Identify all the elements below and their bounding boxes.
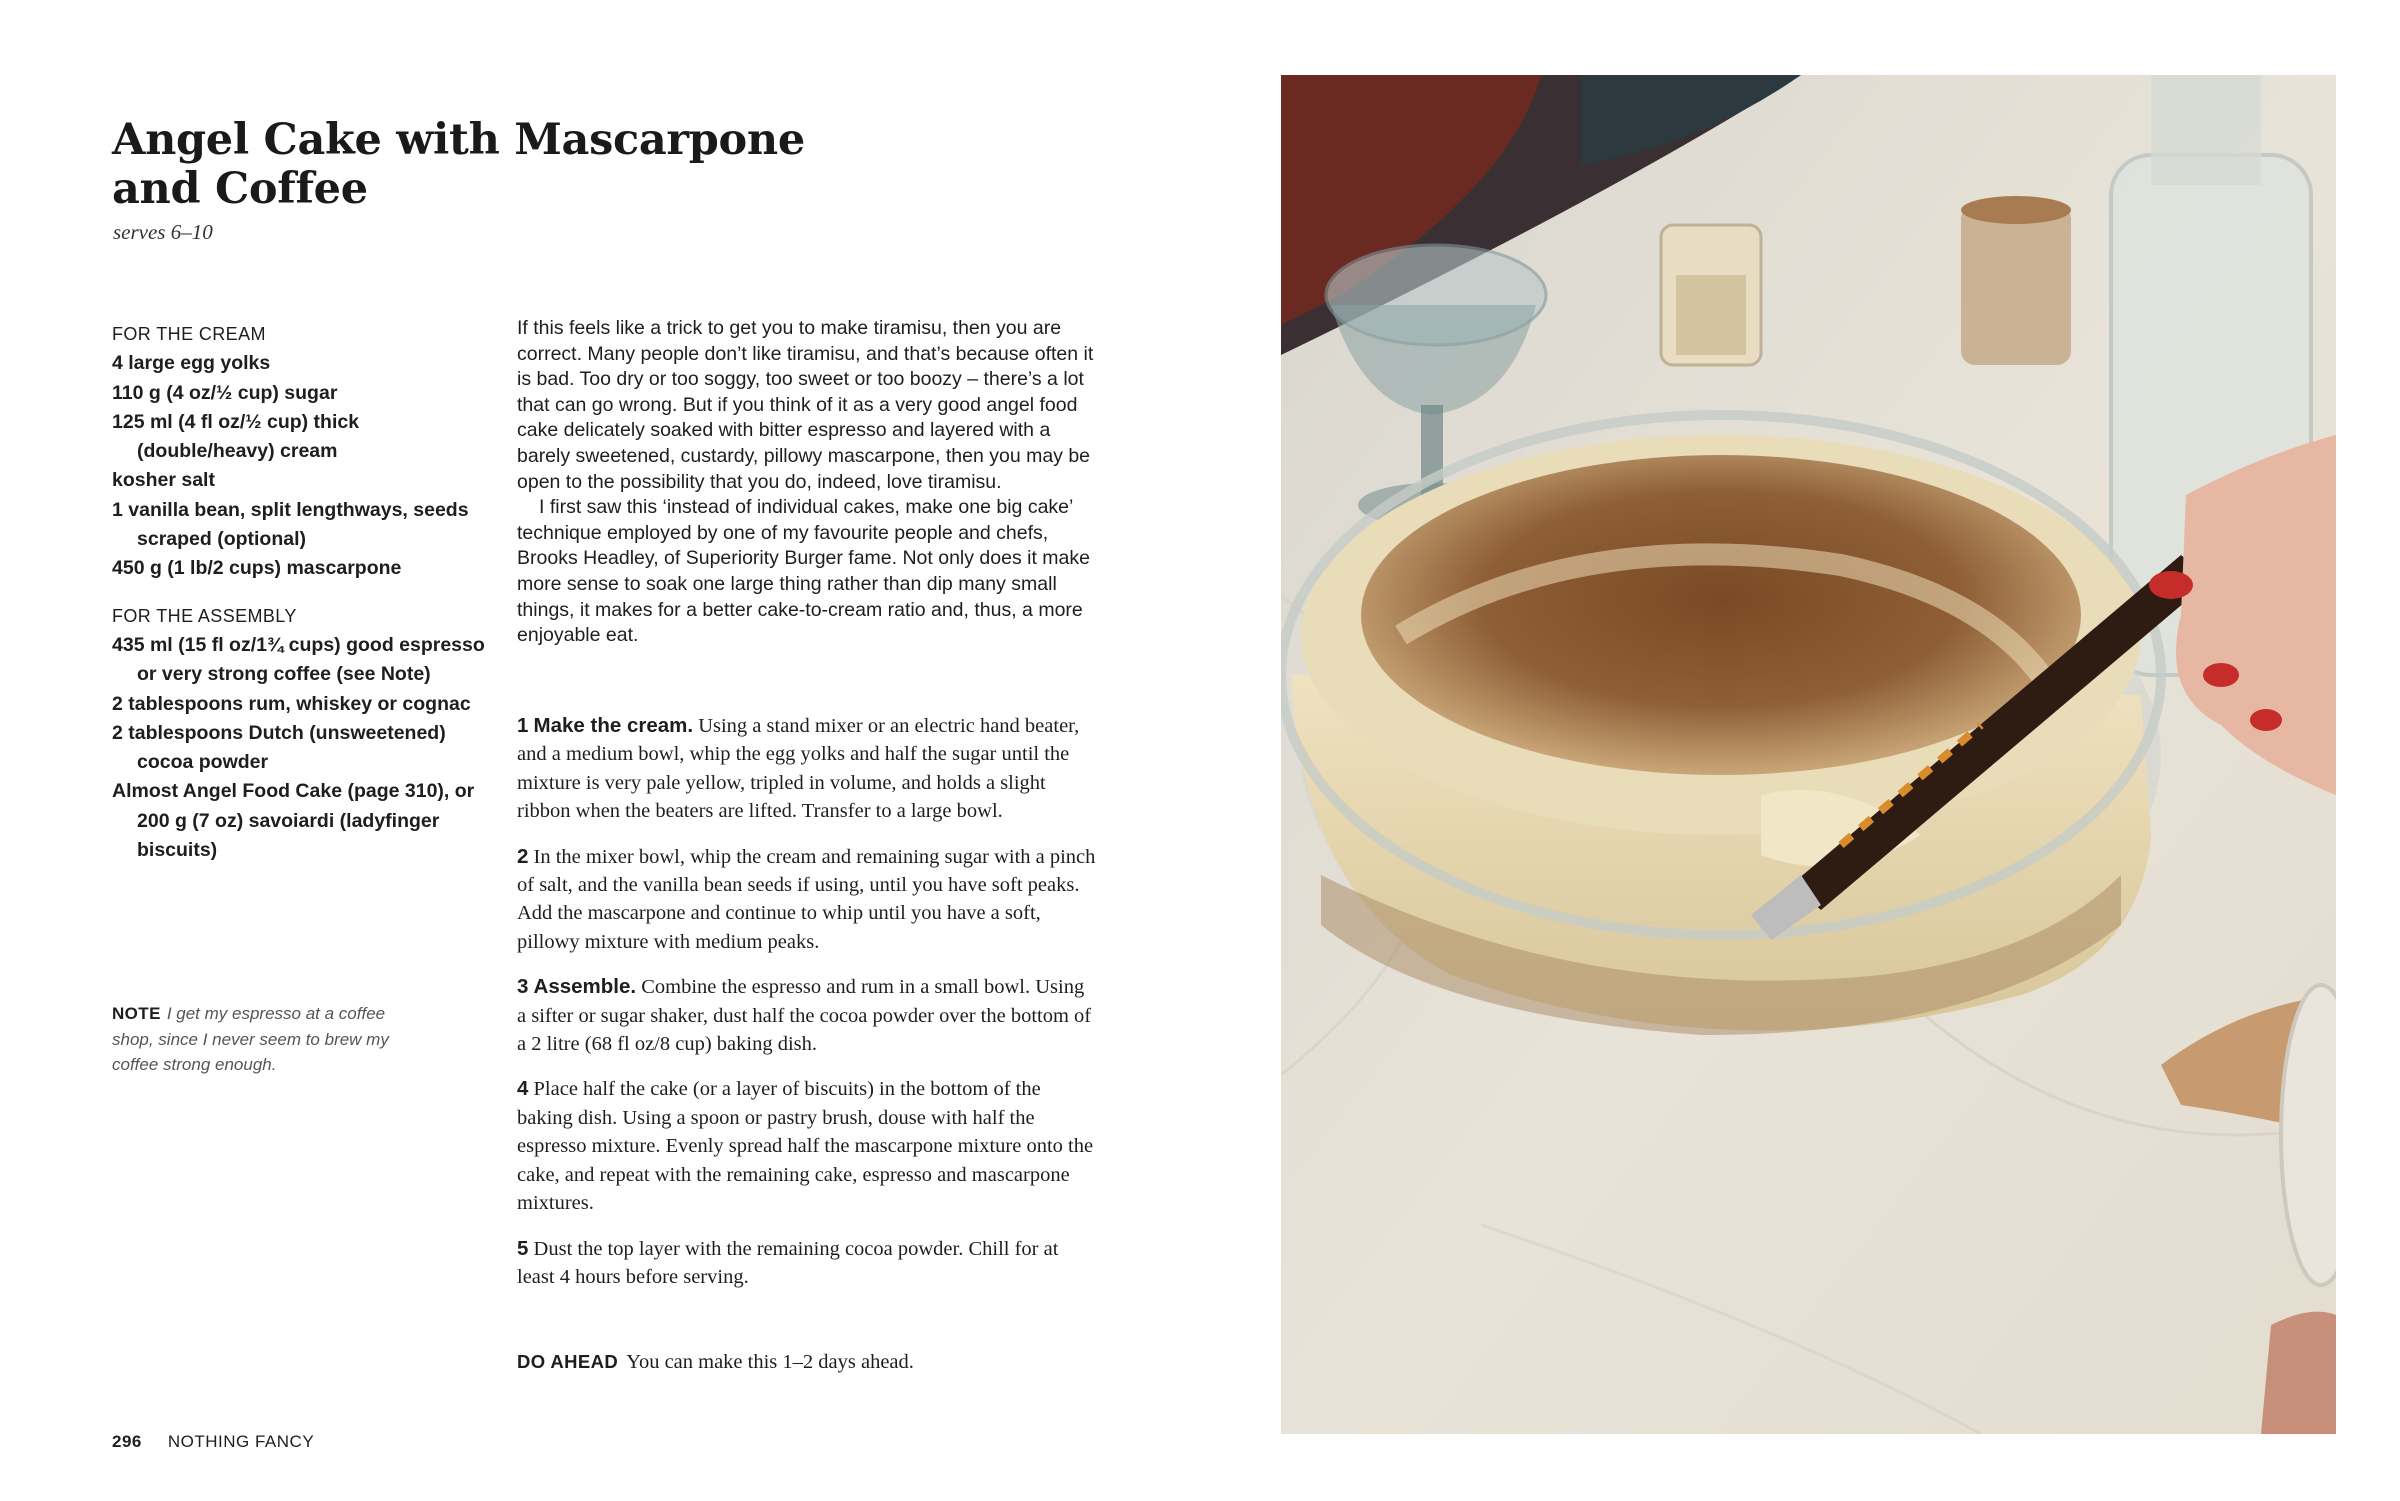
- recipe-title: Angel Cake with Mascarpone and Coffee: [112, 115, 805, 214]
- step-text: Combine the espresso and rum in a small bowl. Using a sifter or sugar shaker, dust half the cocoa powder over the bottom of a 2 litre (68 fl oz/8 cup) baking dish.: [517, 976, 1092, 1056]
- do-ahead: [517, 1348, 1097, 1376]
- book-title: NOTHING FANCY: [167, 1432, 315, 1451]
- tiramisu-photo: [1281, 75, 2336, 1434]
- do-ahead-label: DO AHEAD: [517, 1351, 619, 1372]
- step-number: 5: [517, 1236, 529, 1260]
- step-lead: Assemble.: [533, 975, 637, 999]
- note-label: NOTE: [112, 1004, 161, 1023]
- note-box: [112, 1001, 392, 1078]
- step-2: [517, 843, 1097, 957]
- ingredient-item: 1 vanilla bean, split lengthways, seeds scraped (optional): [112, 498, 469, 551]
- ingredient-item: 2 tablespoons rum, whiskey or cognac: [112, 692, 471, 715]
- ingredient-item: 435 ml (15 fl oz/1¾ cups) good espresso or very strong coffee (see Note): [112, 633, 485, 686]
- intro-text: [517, 316, 1097, 649]
- ingredient-item: 2 tablespoons Dutch (unsweetened) cocoa powder: [112, 721, 446, 774]
- ingredient-item: Almost Angel Food Cake (page 310), or 200 g (7 oz) savoiardi (ladyfinger biscuits): [112, 780, 475, 862]
- ingredients-list: [112, 320, 492, 865]
- do-ahead-text: You can make this 1–2 days ahead.: [626, 1351, 914, 1373]
- ingredient-item: kosher salt: [112, 469, 215, 492]
- note-text: I get my espresso at a coffee shop, since I never seem to brew my coffee strong enough.: [112, 1004, 389, 1074]
- step-number: 3: [517, 975, 529, 999]
- ingredient-item: 125 ml (4 fl oz/½ cup) thick (double/heavy) cream: [112, 410, 360, 463]
- step-text: Dust the top layer with the remaining cocoa powder. Chill for at least 4 hours before serving.: [517, 1237, 1059, 1288]
- step-5: [517, 1235, 1097, 1292]
- step-text: Using a stand mixer or an electric hand beater, and a medium bowl, whip the egg yolks and half the sugar until the mixture is very pale yellow, tripled in volume, and holds a slight ribbon when the beaters are lifted. Transfer to a large bowl.: [517, 715, 1080, 823]
- tiramisu-illustration: [1281, 75, 2336, 1434]
- step-text: Place half the cake (or a layer of biscuits) in the bottom of the baking dish. Using a spoon or pastry brush, douse with half the espresso mixture. Evenly spread half the mascarpone mixture onto the cake, and repeat with the remaining cake, espresso and mascarpone mixtures.: [517, 1078, 1094, 1215]
- ingredient-item: 4 large egg yolks: [112, 352, 271, 375]
- ingredients-heading-assembly: FOR THE ASSEMBLY: [112, 605, 297, 626]
- ingredient-item: 110 g (4 oz/½ cup) sugar: [112, 381, 338, 404]
- step-lead: Make the cream.: [533, 714, 694, 737]
- step-number: 1: [517, 714, 529, 737]
- serves-text: serves 6–10: [113, 220, 213, 244]
- method-steps: [517, 712, 1097, 1308]
- page-number: 296: [112, 1432, 142, 1451]
- step-3: [517, 973, 1097, 1058]
- step-1: [517, 712, 1097, 826]
- intro-paragraph: If this feels like a trick to get you to make tiramisu, then you are correct. Many people don’t like tiramisu, and that’s because often it is bad. Too dry or too soggy, too sweet or too boozy – there’s a lot that can go wrong. But if you think of it as a very good angel food cake delicately soaked with bitter espresso and layered with a barely sweetened, custardy, pillowy mascarpone, then you may be open to the possibility that you do, indeed, love tiramisu.: [517, 317, 1094, 493]
- step-number: 4: [517, 1077, 529, 1101]
- intro-paragraph: I first saw this ‘instead of individual cakes, make one big cake’ technique employed by one of my favourite people and chefs, Brooks Headley, of Superiority Burger fame. Not only does it make more sense to soak one large thing rather than dip many small things, it makes for a better cake-to-cream ratio and, thus, a more enjoyable eat.: [517, 496, 1090, 647]
- ingredients-heading-cream: FOR THE CREAM: [112, 324, 266, 344]
- step-number: 2: [517, 844, 529, 868]
- ingredient-item: 450 g (1 lb/2 cups) mascarpone: [112, 557, 402, 580]
- step-4: [517, 1075, 1097, 1217]
- page-footer: [112, 1432, 314, 1452]
- step-text: In the mixer bowl, whip the cream and remaining sugar with a pinch of salt, and the vanilla bean seeds if using, until you have soft peaks. Add the mascarpone and continue to whip until you have a soft, pillowy mixture with medium peaks.: [517, 845, 1096, 953]
